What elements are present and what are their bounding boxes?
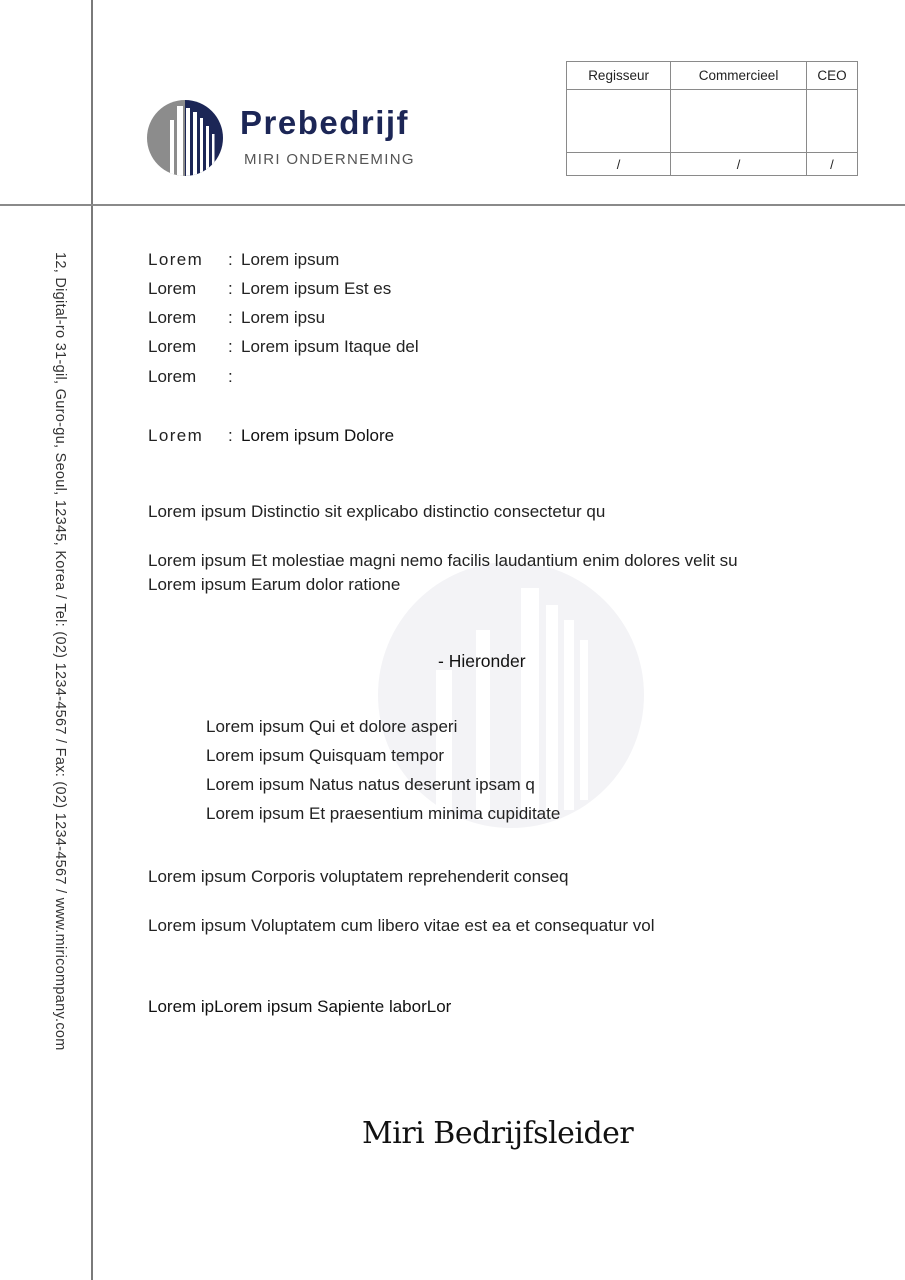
- list-item: Lorem ipsum Natus natus deserunt ipsam q: [206, 775, 535, 794]
- approval-sign-box: [671, 90, 807, 153]
- approval-sign-box: [806, 90, 857, 153]
- list-item: Lorem ipsum Et praesentium minima cupiditate: [206, 804, 561, 823]
- body-paragraph: Lorem ipsum Distinctio sit explicabo distinctio consectetur qu: [148, 502, 606, 521]
- section-subheading: - Hieronder: [438, 651, 526, 671]
- field-value: Lorem ipsu: [241, 308, 326, 327]
- company-name: Prebedrijf: [240, 104, 410, 141]
- approval-header-commercieel: Commercieel: [671, 62, 807, 90]
- field-label: Lorem: [148, 337, 197, 356]
- header-rule: [0, 204, 905, 206]
- body-paragraph: Lorem ipsum Voluptatem cum libero vitae est ea et consequatur vol: [148, 916, 655, 935]
- company-subtitle: MIRI ONDERNEMING: [244, 151, 415, 168]
- body-paragraph: Lorem ipsum Corporis voluptatem reprehenderit conseq: [148, 867, 569, 886]
- company-logo: [146, 98, 446, 180]
- field-label: Lorem: [148, 279, 197, 298]
- approval-header-ceo: CEO: [806, 62, 857, 90]
- field-label: Lorem: [148, 308, 197, 327]
- field-label: Lorem: [148, 250, 204, 269]
- approval-header-regisseur: Regisseur: [567, 62, 671, 90]
- field-label: Lorem: [148, 367, 197, 386]
- approval-sign-box: [567, 90, 671, 153]
- field-colon: :: [228, 337, 233, 356]
- building-logo-icon: [146, 98, 228, 180]
- body-paragraph: Lorem ipsum Et molestiae magni nemo facilis laudantium enim dolores velit su: [148, 551, 738, 570]
- field-colon: :: [228, 367, 233, 386]
- field-value: Lorem ipsum: [241, 250, 340, 269]
- field-label: Lorem: [148, 426, 204, 445]
- field-value: Lorem ipsum Itaque del: [241, 337, 419, 356]
- list-item: Lorem ipsum Quisquam tempor: [206, 746, 445, 765]
- field-value: Lorem ipsum Dolore: [241, 426, 395, 445]
- field-value: Lorem ipsum Est es: [241, 279, 392, 298]
- item-list: [206, 712, 560, 828]
- approval-date: /: [671, 153, 807, 176]
- field-colon: :: [228, 250, 233, 269]
- field-colon: :: [228, 426, 233, 445]
- field-colon: :: [228, 308, 233, 327]
- list-item: Lorem ipsum Qui et dolore asperi: [206, 717, 458, 736]
- approval-date: /: [806, 153, 857, 176]
- approval-date: /: [567, 153, 671, 176]
- approval-table: [566, 61, 858, 176]
- left-margin-rule: [91, 0, 93, 1280]
- body-paragraph: Lorem ipsum Earum dolor ratione: [148, 575, 401, 594]
- field-colon: :: [228, 279, 233, 298]
- company-address: 12, Digital-ro 31-gil, Guro-gu, Seoul, 12345, Korea / Tel: (02) 1234-4567 / Fax: (02) 1234-4567 / www.miricompany.com: [52, 252, 68, 1051]
- closing-line: Lorem ipLorem ipsum Sapiente laborLor: [148, 997, 452, 1016]
- signature: Miri Bedrijfsleider: [362, 1116, 634, 1151]
